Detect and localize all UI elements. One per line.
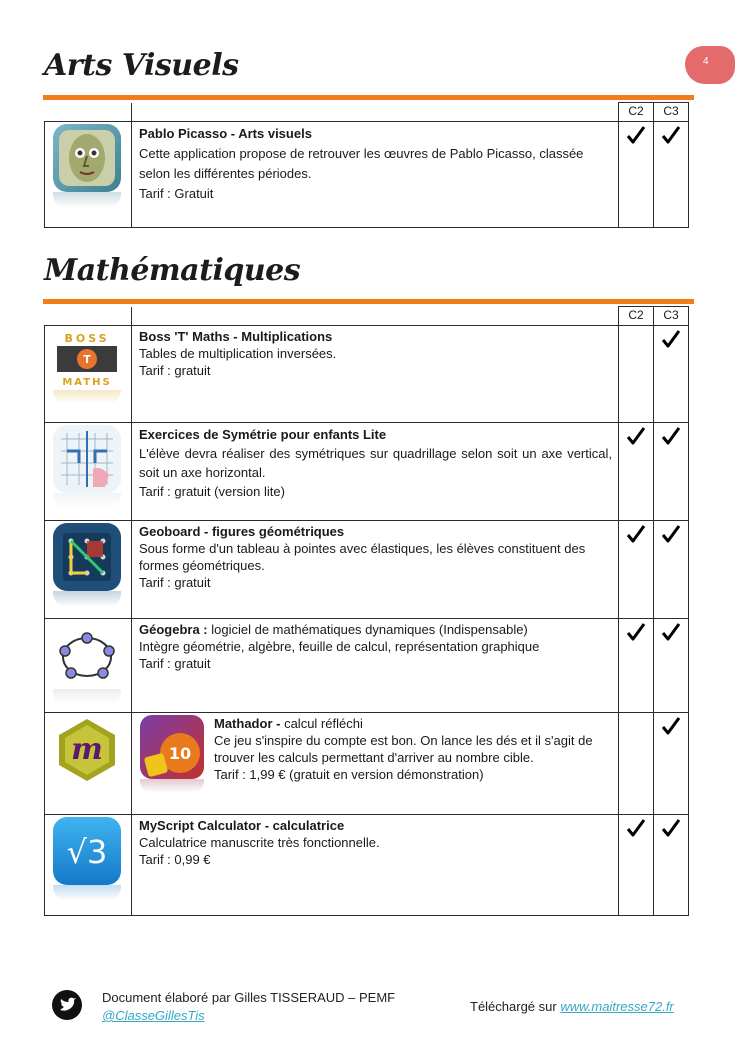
row-description: Cette application propose de retrouver les œuvres de Pablo Picasso, classée selon les différentes périodes. <box>139 146 584 181</box>
check-icon <box>660 425 682 447</box>
arts-table <box>44 102 689 228</box>
row-price: Tarif : gratuit <box>139 363 211 378</box>
row-description: Ce jeu s'inspire du compte est bon. On lance les dés et il s'agit de trouver les calculs permettant d'arriver au nombre cible. <box>214 733 593 765</box>
table-row <box>45 122 689 228</box>
svg-text:T: T <box>83 353 91 366</box>
twitter-icon[interactable] <box>52 990 82 1020</box>
footer-credit: Document élaboré par Gilles TISSERAUD – PEMF <box>102 990 396 1005</box>
row-price: Tarif : 0,99 € <box>139 852 211 867</box>
col-header-c3: C3 <box>654 307 689 326</box>
check-icon <box>660 124 682 146</box>
section-divider <box>43 95 694 100</box>
table-row <box>45 713 689 815</box>
row-price: Tarif : Gratuit <box>139 186 214 201</box>
row-subtitle: calcul réfléchi <box>284 716 363 731</box>
table-row <box>45 815 689 916</box>
section-title-arts: Arts Visuels <box>44 48 239 83</box>
download-link[interactable]: www.maitresse72.fr <box>560 999 674 1014</box>
maths-table <box>44 306 689 916</box>
row-title: Boss 'T' Maths - Multiplications <box>139 329 333 344</box>
check-icon <box>625 124 647 146</box>
row-title: MyScript Calculator - calculatrice <box>139 818 345 833</box>
row-description: L'élève devra réaliser des symétriques sur quadrillage selon soit un axe vertical, soit un axe horizontal. <box>139 446 612 480</box>
row-subtitle: logiciel de mathématiques dynamiques (Indispensable) <box>211 622 528 637</box>
mathador-app-icon <box>53 715 121 783</box>
page-number: 4 <box>703 56 709 67</box>
check-icon <box>660 621 682 643</box>
check-icon <box>625 817 647 839</box>
row-title: Géogebra : <box>139 622 208 637</box>
row-price: Tarif : gratuit (version lite) <box>139 484 285 499</box>
check-icon <box>660 523 682 545</box>
row-price: Tarif : 1,99 € (gratuit en version démonstration) <box>214 767 484 782</box>
row-title: Geoboard - figures géométriques <box>139 524 345 539</box>
row-price: Tarif : gratuit <box>139 656 211 671</box>
col-header-c2: C2 <box>619 307 654 326</box>
check-icon <box>625 621 647 643</box>
row-description: Sous forme d'un tableau à pointes avec élastiques, les élèves constituent des formes géométriques. <box>139 541 586 573</box>
row-title: Mathador - <box>214 716 281 731</box>
download-label: Téléchargé sur <box>470 999 557 1014</box>
check-icon <box>660 715 682 737</box>
row-title: Exercices de Symétrie pour enfants Lite <box>139 427 387 442</box>
check-icon <box>625 425 647 447</box>
table-row <box>45 326 689 423</box>
boss-t-maths-icon <box>53 328 121 390</box>
table-row <box>45 619 689 713</box>
check-icon <box>660 817 682 839</box>
svg-text:BOSS: BOSS <box>64 332 110 345</box>
row-title: Pablo Picasso - Arts visuels <box>139 126 312 141</box>
row-description: Intègre géométrie, algèbre, feuille de calcul, représentation graphique <box>139 639 540 654</box>
geoboard-app-icon <box>53 523 121 591</box>
twitter-handle-link[interactable]: @ClasseGillesTis <box>102 1008 205 1023</box>
mathador-second-icon <box>140 715 204 779</box>
row-price: Tarif : gratuit <box>139 575 211 590</box>
table-row <box>45 521 689 619</box>
geogebra-app-icon <box>53 621 121 689</box>
svg-text:m: m <box>71 732 103 767</box>
check-icon <box>660 328 682 350</box>
page-number-badge <box>685 46 735 84</box>
check-icon <box>625 523 647 545</box>
svg-text:√3: √3 <box>66 833 108 871</box>
row-description: Tables de multiplication inversées. <box>139 346 337 361</box>
table-row <box>45 423 689 521</box>
picasso-app-icon <box>53 124 121 192</box>
col-header-c2: C2 <box>619 103 654 122</box>
col-header-c3: C3 <box>654 103 689 122</box>
svg-text:MATHS: MATHS <box>62 377 112 388</box>
svg-text:10: 10 <box>168 744 192 763</box>
section-title-maths: Mathématiques <box>44 253 301 288</box>
myscript-calculator-icon <box>53 817 121 885</box>
symmetry-app-icon <box>53 425 121 493</box>
row-description: Calculatrice manuscrite très fonctionnelle. <box>139 835 380 850</box>
section-divider <box>43 299 694 304</box>
